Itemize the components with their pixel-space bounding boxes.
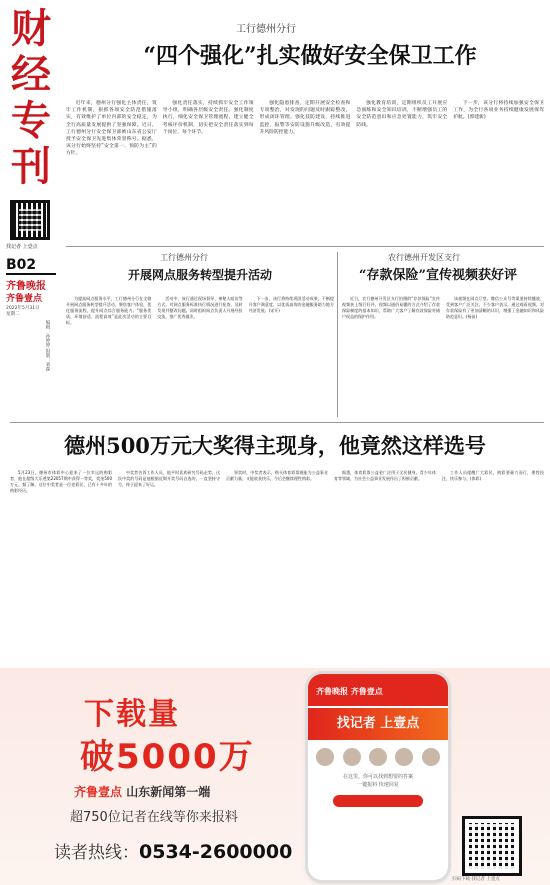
- masthead-char: 财: [11, 5, 51, 52]
- avatar: [343, 748, 361, 766]
- article-column: 5月23日，德州市体彩中心迎来了一位幸运的购彩者，他在超级大乐透第22057期中获得一等奖，奖金500万元。据了解，这位中奖者是一位老彩民，已有十多年的购彩经历。: [10, 470, 112, 493]
- divider: [10, 422, 544, 423]
- editor-credits: 编辑：孙婷婷 组版：刘森: [45, 320, 50, 371]
- ad-brand: [74, 783, 210, 801]
- article-column: 为提高网点服务水平，工行德州分行在全辖开展网点服务转型提升活动，聚焦客户体验，优化服务流程，提升网点综合服务能力。“服务优质、环境舒适、流程高效”是此次活动的主要目标。: [66, 296, 152, 325]
- article-kicker: 工行德州分行: [236, 24, 296, 35]
- avatar: [316, 748, 334, 766]
- newspaper-logo: 齐鲁晚报: [6, 281, 46, 292]
- article-body: [66, 296, 334, 416]
- article-title[interactable]: 德州500万元大奖得主现身，他竟然这样选号: [64, 433, 486, 458]
- hotline-number[interactable]: 0534-2600000: [139, 841, 293, 863]
- avatar: [369, 748, 387, 766]
- ad-headline: 下载量: [84, 697, 180, 732]
- avatar: [395, 748, 413, 766]
- reader-hotline: [54, 838, 292, 867]
- qr-code-icon[interactable]: [462, 816, 522, 876]
- masthead-char: 经: [11, 51, 51, 98]
- article-body: [66, 100, 544, 240]
- qr-caption: 扫码下载 找记者 上壹点: [452, 877, 500, 882]
- article-body: [10, 470, 544, 660]
- article-title[interactable]: “存款保险”宣传视频获好评: [359, 268, 517, 283]
- article-column: 中奖者告诉工作人员，他平时喜欢研究号码走势，这次中奖的号码是他根据近期开奖号码自选的，一直坚持守号，终于迎来了好运。: [118, 470, 220, 487]
- divider: [66, 246, 544, 247]
- article-column: 活动中，该行通过现场督导、神秘人暗访等方式，对网点服务标准执行情况进行检查，及时发现并整改问题。同时组织网点负责人开展经验交流，推广优秀做法。: [157, 296, 243, 319]
- ad-headline-number: 破5000万: [80, 737, 255, 777]
- phone-text: 在这里，你可以找到想要的答案: [342, 774, 413, 780]
- ad-brand-tagline: 山东新闻第一端: [122, 785, 211, 799]
- app-logo: 齐鲁壹点: [6, 294, 43, 304]
- article-column: 下一步，该行将持续巩固活动成果，不断提升客户满意度，以优质高效的金融服务助力地方经济发展。(宋开): [248, 296, 334, 313]
- phone-app-header: 齐鲁晚报 齐鲁壹点: [308, 674, 448, 706]
- article-column: 强化隐患排查，定期开展安全检查和专项整治，对发现的问题及时跟踪整改，形成闭环管理。强化技防建设，持续推进监控、报警等安防设施升级改造，有效提升风险防控能力。: [259, 101, 351, 135]
- avatar: [422, 748, 440, 766]
- issue-date: 2022年5月31日: [6, 306, 40, 311]
- article-column: 强化责任落实，持续抓牢安全工作领导小组，明确各层级安全责任。强化制度执行，细化安全保卫管理流程，建立健全考核评价机制，切实把安全责任落实到每个岗位、每个环节。: [162, 101, 254, 135]
- article-column: 强化教育培训，定期组织员工开展应急演练和安全知识培训，不断增强员工的安全防范意识和应急处置能力，筑牢安全防线。: [356, 101, 448, 128]
- reporter-avatars: [308, 740, 448, 774]
- article-column: 下一步，该分行将持续加强安全保卫工作，为全行各项业务持续健康发展保驾护航。(郭建新): [453, 101, 544, 121]
- masthead-char: 刊: [11, 143, 51, 190]
- phone-button: [333, 795, 423, 807]
- article-column: 近年来，德州分行强化主体责任，筑牢工作机制，狠抓各项安全防范措施落实，有效维护了单位内部的安全稳定，为全行高质量发展提供了坚强保障。近日，工行德州分行安全保卫部被山东省公安厅授予安全保卫先进集体荣誉称号。据悉，该分行始终坚持“安全第一、预防为主”的方针。: [66, 101, 157, 157]
- article-column: 该视频在网点厅堂、微信公众号等渠道持续播放，受到客户广泛关注。不少客户表示，通过观看视频，对存款保险有了更加清晰的认识，增强了金融知识和风险防范意识。(杨苗): [446, 296, 544, 319]
- qr-code-icon[interactable]: [10, 200, 50, 240]
- issue-weekday: 星期二: [6, 312, 20, 317]
- article-column: 工作人员提醒广大彩民，购彩要量力而行，理性投注，快乐参与。(体彩): [442, 470, 544, 481]
- phone-mockup: [308, 674, 448, 880]
- qr-caption: 找记者 上壹点: [6, 244, 38, 250]
- masthead-char: 专: [11, 97, 51, 144]
- phone-text: 一键报料 快速回复: [357, 781, 399, 788]
- article-column: 领奖时，中奖者表示，购买体育彩票既能为公益事业贡献力量，又能收获快乐，今后会继续理性购彩。: [226, 470, 328, 481]
- article-title[interactable]: “四个强化”扎实做好安全保卫工作: [143, 43, 477, 69]
- hotline-label: 读者热线：: [54, 843, 139, 863]
- section-masthead: [6, 6, 56, 190]
- article-column: 据悉，体育彩票公益金广泛用于全民健身、青少年体育等领域，为社会公益事业发展作出了积极贡献。: [334, 470, 436, 481]
- ad-brand-name: 齐鲁壹点: [74, 785, 123, 799]
- article-kicker: 农行德州开发区支行: [388, 253, 460, 262]
- page-number: B02: [6, 257, 37, 273]
- article-title[interactable]: 开展网点服务转型提升活动: [127, 268, 272, 282]
- divider: [6, 273, 56, 275]
- phone-banner: 找记者 上壹点: [308, 708, 448, 740]
- article-kicker: 工行德州分行: [160, 253, 208, 262]
- ad-subtitle: 超750位记者在线等你来报料: [70, 810, 238, 825]
- article-body: [342, 296, 544, 416]
- article-column: 近日，农行德州开发区支行拍摄的“存款保险”宣传视频获上级行好评。视频以通俗易懂的方式介绍了存款保险制度的基本知识，帮助广大客户了解存款保险对储户权益的保护作用。: [342, 296, 440, 319]
